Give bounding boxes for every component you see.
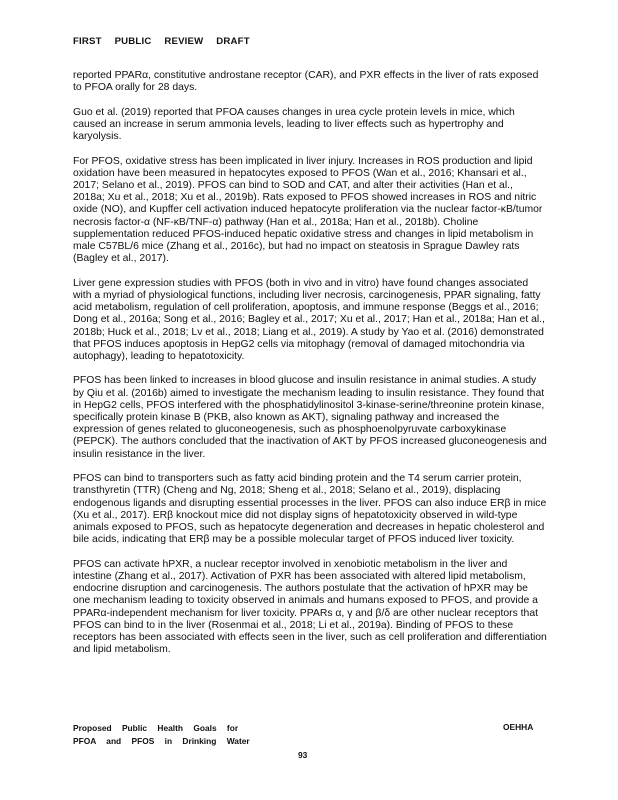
footer-title-line-1: Proposed Public Health Goals for — [73, 723, 239, 733]
paragraph-5: PFOS has been linked to increases in blood glucose and insulin resistance in animal studies. A study by Qiu et al. (2016b) aimed to investigate the mechanism leading to insulin resistance. They found that in HepG2 cells, PFOS interfered with the phosphatidylinositol 3-kinase-serine/threonine protein kinase, specifically protein kinase B (PKB, also known as AKT), signaling pathway and increased the expression of genes related to gluconeogenesis, such as phosphoenolpyruvate carboxykinase (PEPCK). The authors concluded that the inactivation of AKT by PFOS increased gluconeogenesis and insulin resistance in the liver. — [73, 375, 547, 460]
draft-header: FIRST PUBLIC REVIEW DRAFT — [73, 36, 250, 47]
paragraph-6: PFOS can bind to transporters such as fatty acid binding protein and the T4 serum carrier protein, transthyretin (TTR) (Cheng and Ng, 2018; Sheng et al., 2018; Selano et al., 2019), displacing endogenous ligands and disrupting essential processes in the liver. PFOS can also induce ERβ in mice (Xu et al., 2017). ERβ knockout mice did not display signs of hepatotoxicity observed in wild-type animals exposed to PFOS, such as hepatocyte degeneration and decreases in hepatic cholesterol and bile acids, indicating that ERβ may be a possible molecular target of PFOS induced liver toxicity. — [73, 473, 547, 546]
document-body — [73, 70, 547, 669]
footer-agency: OEHHA — [503, 722, 534, 732]
footer-title — [73, 722, 250, 748]
paragraph-4: Liver gene expression studies with PFOS (both in vivo and in vitro) have found changes associated with a myriad of physiological functions, including liver necrosis, carcinogenesis, PPAR signaling, fatty acid metabolism, regulation of cell proliferation, apoptosis, and immune response (Beggs et al., 2016; Dong et al., 2016a; Song et al., 2016; Bagley et al., 2017; Xu et al., 2017; Han et al., 2018a; Han et al., 2018b; Huck et al., 2018; Lv et al., 2018; Liang et al., 2019). A study by Yao et al. (2016) demonstrated that PFOS induces apoptosis in HepG2 cells via mitophagy (removal of damaged mitochondria via autophagy), leading to hepatotoxicity. — [73, 277, 545, 362]
paragraph-1: reported PPARα, constitutive androstane receptor (CAR), and PXR effects in the liver of rats exposed to PFOA orally for 28 days. — [73, 70, 539, 94]
page-number: 93 — [298, 750, 308, 760]
footer-title-line-2: PFOA and PFOS in Drinking Water — [73, 736, 250, 746]
paragraph-3: For PFOS, oxidative stress has been implicated in liver injury. Increases in ROS production and lipid oxidation have been measured in hepatocytes exposed to PFOS (Wan et al., 2016; Khansari et al., 2017; Selano et al., 2019). PFOS can bind to SOD and CAT, and alter their activities (Han et al., 2018a; Xu et al., 2018; Xu et al., 2019b). Rats exposed to PFOS showed increases in ROS and nitric oxide (NO), and Kupffer cell activation induced hepatocyte proliferation via the nuclear factor-κB/tumor necrosis factor-α (NF-κB/TNF-α) pathway (Han et al., 2018a; Han et al., 2018b). Choline supplementation reduced PFOS-induced hepatic oxidative stress and changes in lipid metabolism in male C57BL/6 mice (Zhang et al., 2016c), but had no impact on steatosis in Sprague Dawley rats (Bagley et al., 2017). — [73, 155, 543, 265]
paragraph-2: Guo et al. (2019) reported that PFOA causes changes in urea cycle protein levels in mice, which caused an increase in serum ammonia levels, leading to liver effects such as hypertrophy and karyolysis. — [73, 106, 515, 143]
paragraph-7: PFOS can activate hPXR, a nuclear receptor involved in xenobiotic metabolism in the liver and intestine (Zhang et al., 2017). Activation of PXR has been associated with altered lipid metabolism, endocrine disruption and carcinogenesis. The authors postulate that the activation of hPXR may be one mechanism leading to toxicity observed in animals and humans exposed to PFOS, and provide a PPARα-independent mechanism for liver toxicity. PPARs α, γ and β/δ are other nuclear receptors that PFOS can bind to in the liver (Rosenmai et al., 2018; Li et al., 2019a). Binding of PFOS to these receptors has been associated with effects seen in the liver, such as cell proliferation and differentiation and lipid metabolism. — [73, 558, 547, 656]
